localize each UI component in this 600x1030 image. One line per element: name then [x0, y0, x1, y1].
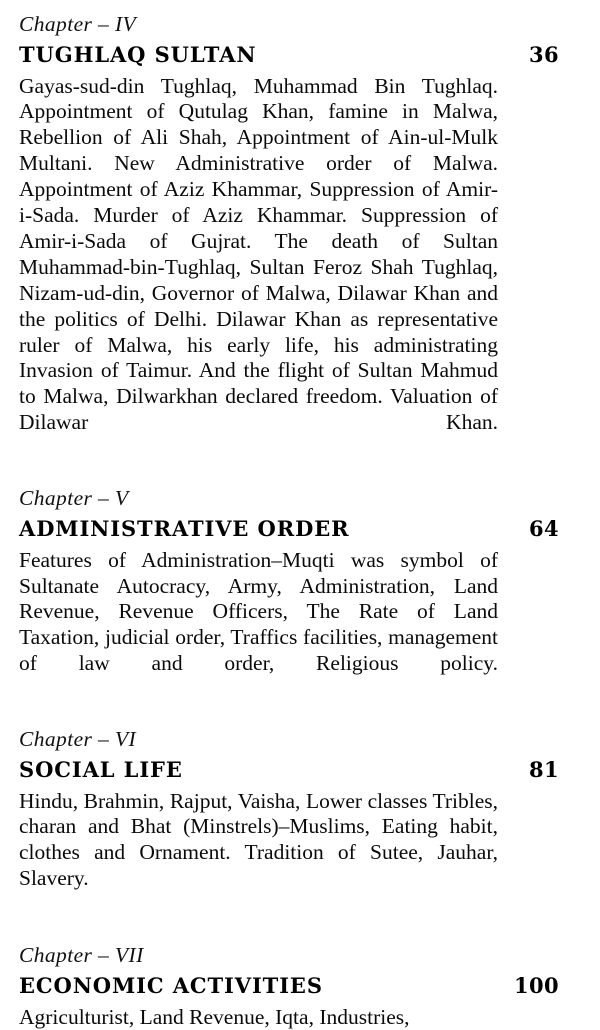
chapter-page-number: 64 — [528, 515, 559, 541]
chapter-title: SOCIAL LIFE — [19, 756, 183, 782]
chapter-title: ECONOMIC ACTIVITIES — [19, 972, 323, 998]
chapter-label: Chapter – VI — [19, 727, 137, 752]
chapter-title: ADMINISTRATIVE ORDER — [19, 515, 350, 541]
chapter-page-number: 36 — [528, 41, 559, 67]
chapter-label: Chapter – VII — [19, 943, 144, 968]
chapter-heading-row — [19, 972, 570, 998]
toc-entry-chapter-iv — [19, 0, 570, 462]
chapter-description: Features of Administration–Muqti was symbol of Sultanate Autocracy, Army, Administration, Land Revenue, Revenue Officers, The Rate of Land Taxation, judicial order, Traffics facilities, management of law and order, Religious policy. — [19, 547, 498, 676]
chapter-heading-row — [19, 515, 570, 541]
chapter-heading-row — [19, 756, 570, 782]
toc-entry-chapter-vi — [19, 703, 570, 918]
chapter-label: Chapter – V — [19, 486, 129, 511]
chapter-heading-row — [19, 41, 570, 67]
chapter-label: Chapter – IV — [19, 12, 137, 36]
toc-entry-chapter-vii — [19, 918, 570, 1030]
chapter-description: Agriculturist, Land Revenue, Iqta, Industries, — [19, 1004, 410, 1029]
chapter-title: TUGHLAQ SULTAN — [19, 41, 257, 67]
chapter-description: Hindu, Brahmin, Rajput, Vaisha, Lower classes Tribles, charan and Bhat (Minstrels)–Muslims, Eating habit, clothes and Ornament. Tradition of Sutee, Jauhar, Slavery. — [19, 788, 498, 891]
chapter-page-number: 81 — [528, 756, 559, 782]
chapter-description: Gayas-sud-din Tughlaq, Muhammad Bin Tughlaq. Appointment of Qutulag Khan, famine in Malwa, Rebellion of Ali Shah, Appointment of Ain-ul-Mulk Multani. New Administrative order of Malwa. Appointment of Aziz Khammar, Suppression of Amir-i-Sada. Murder of Aziz Khammar. Suppression of Amir-i-Sada of Gujrat. The death of Sultan Muhammad-bin-Tughlaq, Sultan Feroz Shah Tughlaq, Nizam-ud-din, Governor of Malwa, Dilawar Khan and the politics of Delhi. Dilawar Khan as representative ruler of Malwa, his early life, his administrating Invasion of Taimur. And the flight of Sultan Mahmud to Malwa, Dilwarkhan declared freedom. Valuation of Dilawar Khan. — [19, 73, 498, 435]
chapter-page-number: 100 — [513, 972, 559, 998]
toc-entry-chapter-v — [19, 462, 570, 703]
